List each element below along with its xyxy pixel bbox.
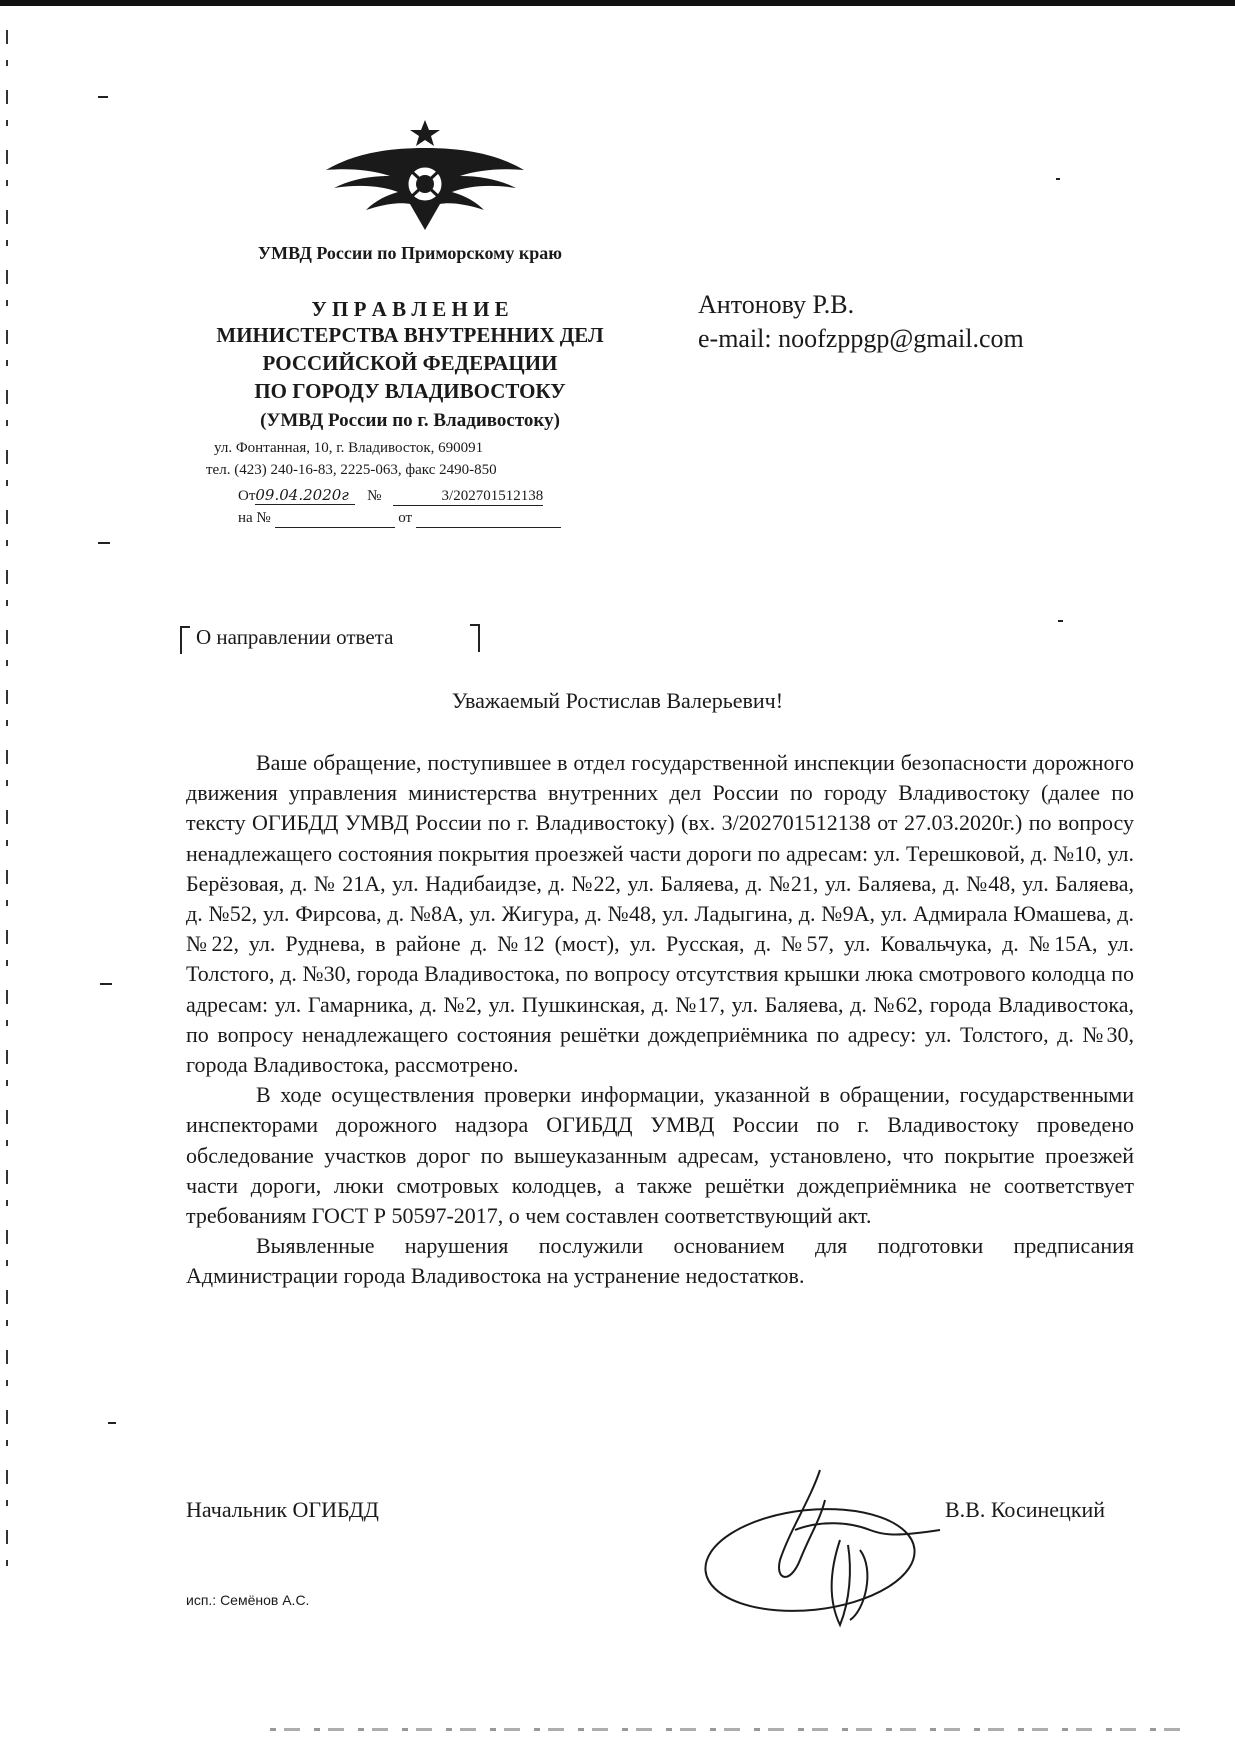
ref-from-label: от [398, 510, 413, 526]
date-value: 09.04.2020г [255, 486, 355, 505]
body-paragraph: Выявленные нарушения послужили основанием для подготовки предписания Администрации города Владивостока на устранение недостатков. [186, 1233, 1134, 1289]
scan-noise-bottom [270, 1728, 1190, 1731]
signatory-name: В.В. Косинецкий [945, 1497, 1106, 1522]
letter-body [186, 748, 1134, 1292]
greeting: Уважаемый Ростислав Валерьевич! [451, 688, 784, 713]
number-label: № [367, 488, 382, 504]
scan-edge-left [6, 30, 8, 1590]
executor-note: исп.: Семёнов А.С. [186, 1592, 310, 1608]
header-line-2: МИНИСТЕРСТВА ВНУТРЕННИХ ДЕЛ [216, 323, 604, 347]
scan-speck [98, 96, 108, 98]
handwritten-signature-icon [700, 1460, 950, 1630]
signatory-title: Начальник ОГИБДД [186, 1497, 379, 1522]
scan-edge-top [0, 0, 1235, 6]
subject-bracket-left [180, 626, 190, 654]
org-address: ул. Фонтанная, 10, г. Владивосток, 690091 [214, 440, 484, 456]
from-label: От [238, 488, 256, 504]
ref-number-blank [275, 510, 395, 528]
subject-bracket-right [470, 624, 480, 652]
scan-speck [108, 1422, 116, 1424]
mvd-emblem-icon [320, 118, 530, 230]
ref-label: на № [238, 510, 271, 526]
scan-speck [1056, 178, 1060, 180]
scan-speck [1058, 620, 1063, 622]
header-line-3: РОССИЙСКОЙ ФЕДЕРАЦИИ [262, 351, 558, 375]
outgoing-reg-line [238, 486, 543, 506]
number-value: 3/202701512138 [393, 488, 543, 506]
letter-subject: О направлении ответа [196, 625, 394, 649]
header-line-1: У П Р А В Л Е Н И Е [311, 297, 509, 321]
header-line-4: ПО ГОРОДУ ВЛАДИВОСТОКУ [254, 379, 566, 403]
header-line-5: (УМВД России по г. Владивостоку) [260, 410, 560, 431]
body-paragraph: В ходе осуществления проверки информации, указанной в обращении, государственными инспекторами дорожного надзора ОГИБДД УМВД России по г. Владивостоку проведено обследование участков дорог по вышеуказанным адресам, установлено, что покрытие проезжей части дороги, люки смотровых колодцев, а также решётки дождеприёмника не соответствует требованиям ГОСТ Р 50597-2017, о чем составлен соответствующий акт. [186, 1082, 1134, 1229]
ref-date-blank [416, 510, 561, 528]
org-phone: тел. (423) 240-16-83, 2225-063, факс 2490-850 [206, 462, 497, 478]
body-paragraph: Ваше обращение, поступившее в отдел государственной инспекции безопасности дорожного движения управления министерства внутренних дел России по городу Владивостоку (далее по тексту ОГИБДД УМВД России по г. Владивостоку) (вх. 3/202701512138 от 27.03.2020г.) по вопросу ненадлежащего состояния покрытия проезжей части дороги по адресам: ул. Терешковой, д. №10, ул. Берёзовая, д. № 21А, ул. Надибаидзе, д. №22, ул. Баляева, д. №21, ул. Баляева, д. №48, ул. Баляева, д. №52, ул. Фирсова, д. №8А, ул. Жигура, д. №48, ул. Ладыгина, д. №9А, ул. Адмирала Юмашева, д. №22, ул. Руднева, в районе д. №12 (мост), ул. Русская, д. №57, ул. Ковальчука, д. №15А, ул. Толстого, д. №30, города Владивостока, по вопросу отсутствия крышки люка смотрового колодца по адресам: ул. Гамарника, д. №2, ул. Пушкинская, д. №17, ул. Баляева, д. №62, города Владивостока, по вопросу ненадлежащего состояния решётки дождеприёмника по адресу: ул. Толстого, д. №30, города Владивостока, рассмотрено. [186, 750, 1134, 1078]
recipient-email: e-mail: noofzppgp@gmail.com [698, 324, 1024, 353]
scan-speck [100, 983, 112, 985]
scan-speck [98, 542, 110, 544]
reference-line [238, 510, 561, 528]
org-short-name: УМВД России по Приморскому краю [257, 243, 563, 263]
recipient-name: Антонову Р.В. [698, 290, 855, 319]
